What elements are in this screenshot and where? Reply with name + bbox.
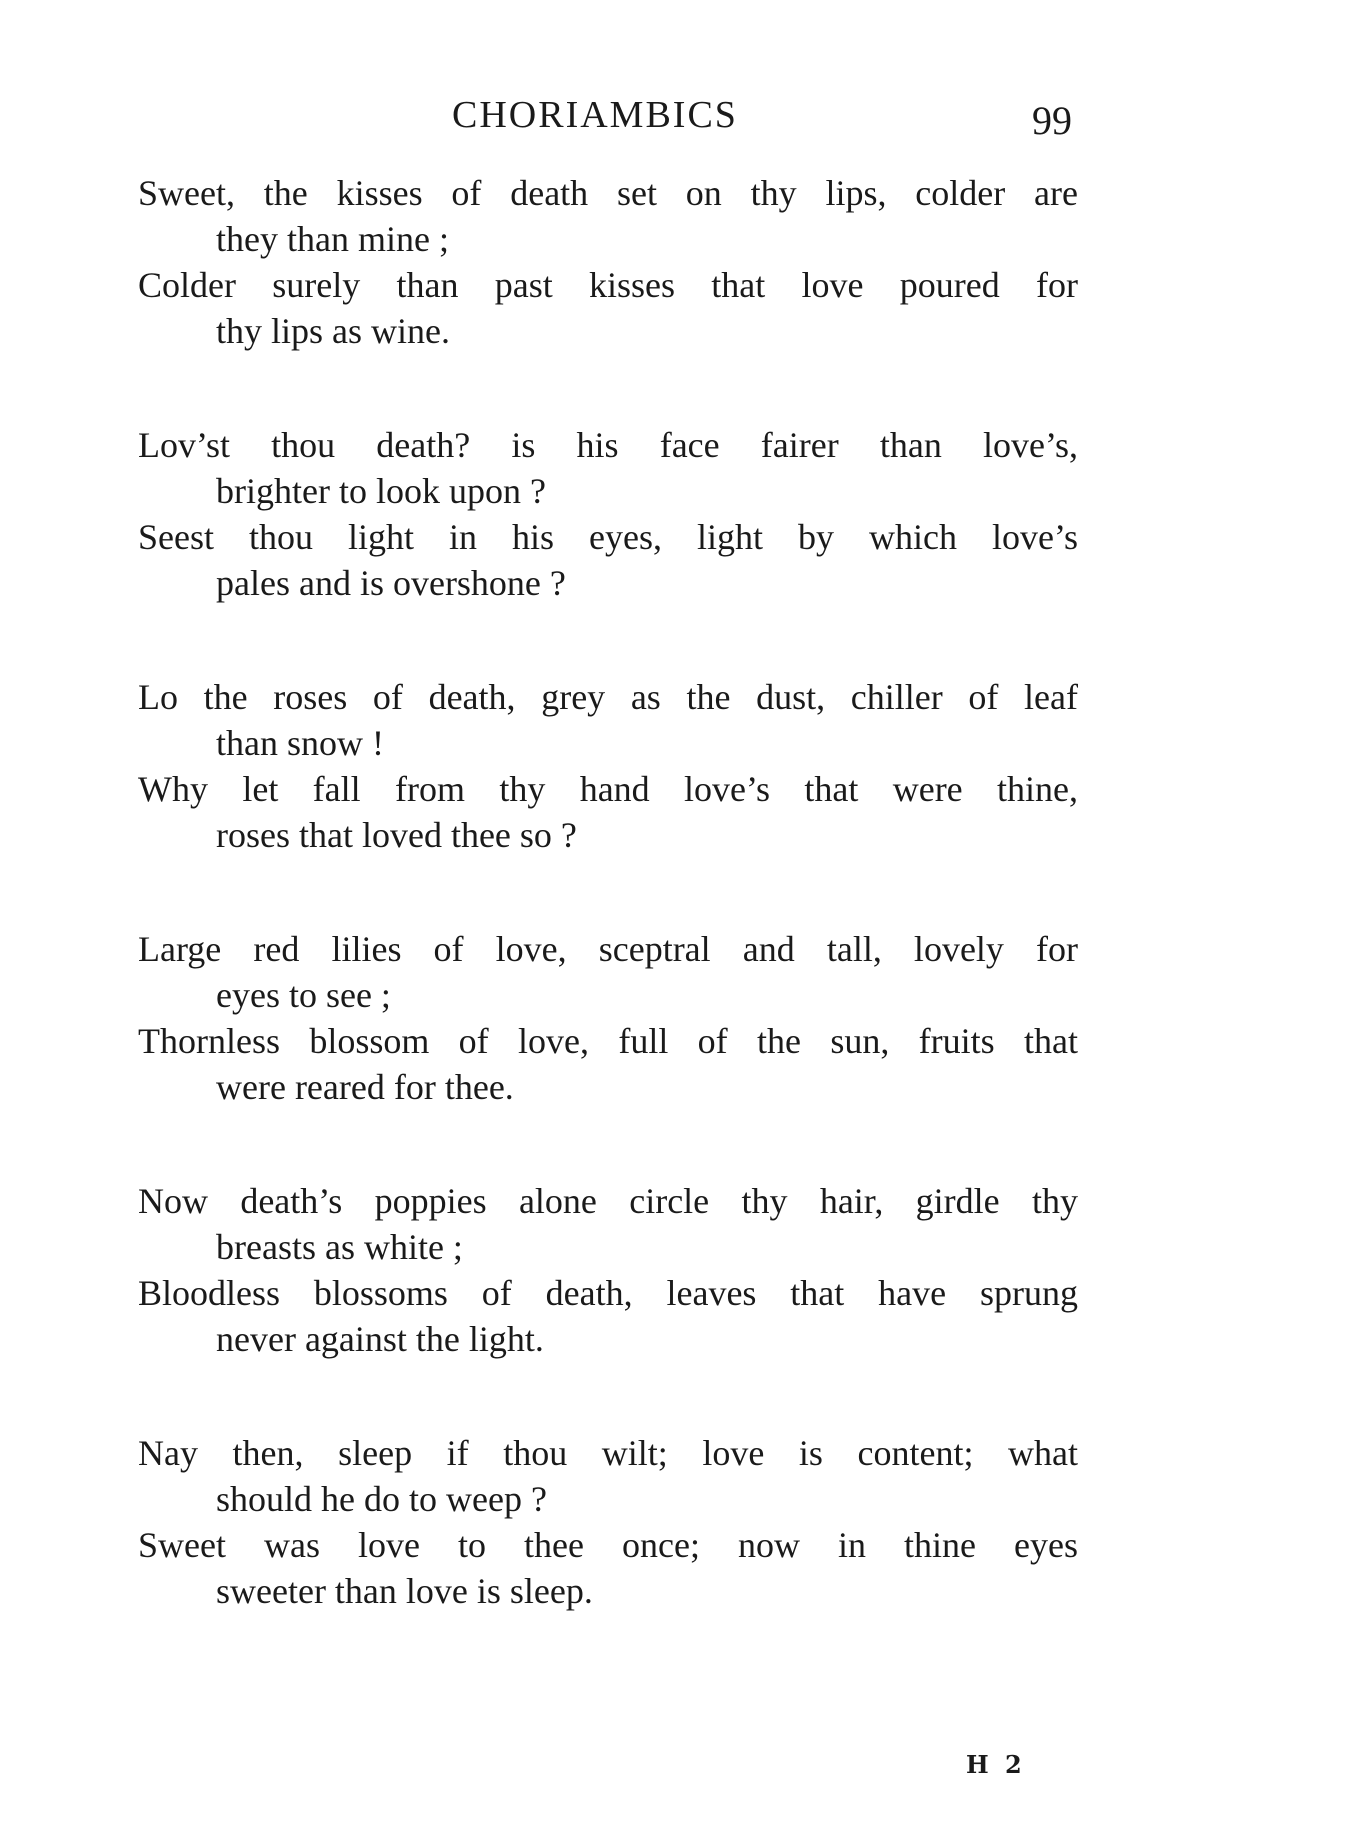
verse-line: Why let fall from thy hand love’s that were thine,: [138, 769, 1078, 809]
stanza: [138, 170, 1078, 354]
verse-line: Lo the roses of death, grey as the dust, chiller of leaf: [138, 677, 1078, 717]
stanza: [138, 1430, 1078, 1614]
verse-line-continuation: brighter to look upon ?: [216, 471, 546, 511]
verse-line: Lov’st thou death? is his face fairer than love’s,: [138, 425, 1078, 465]
verse-line-continuation: roses that loved thee so ?: [216, 815, 577, 855]
verse-line: Thornless blossom of love, full of the sun, fruits that: [138, 1021, 1078, 1061]
verse-line: Sweet, the kisses of death set on thy lips, colder are: [138, 173, 1078, 213]
running-head: [0, 90, 1357, 143]
verse-line: Colder surely than past kisses that love poured for: [138, 265, 1078, 305]
stanza: [138, 422, 1078, 606]
verse-line-continuation: pales and is overshone ?: [216, 563, 566, 603]
stanza: [138, 674, 1078, 858]
verse-line: Large red lilies of love, sceptral and tall, lovely for: [138, 929, 1078, 969]
signature-mark: H 2: [966, 1750, 1026, 1779]
verse-line-continuation: thy lips as wine.: [216, 311, 450, 351]
verse-line: Now death’s poppies alone circle thy hair, girdle thy: [138, 1181, 1078, 1221]
poem-body: [138, 170, 1078, 1682]
verse-line-continuation: they than mine ;: [216, 219, 449, 259]
stanza: [138, 1178, 1078, 1362]
verse-line: Seest thou light in his eyes, light by which love’s: [138, 517, 1078, 557]
verse-line: Bloodless blossoms of death, leaves that have sprung: [138, 1273, 1078, 1313]
running-title: CHORIAMBICS: [452, 94, 738, 136]
stanza: [138, 926, 1078, 1110]
page-number: 99: [1032, 98, 1072, 143]
verse-line-continuation: were reared for thee.: [216, 1067, 514, 1107]
verse-line-continuation: sweeter than love is sleep.: [216, 1571, 593, 1611]
verse-line-continuation: eyes to see ;: [216, 975, 391, 1015]
verse-line-continuation: than snow !: [216, 723, 384, 763]
verse-line: Sweet was love to thee once; now in thine eyes: [138, 1525, 1078, 1565]
verse-line-continuation: never against the light.: [216, 1319, 544, 1359]
verse-line: Nay then, sleep if thou wilt; love is content; what: [138, 1433, 1078, 1473]
verse-line-continuation: breasts as white ;: [216, 1227, 463, 1267]
verse-line-continuation: should he do to weep ?: [216, 1479, 547, 1519]
